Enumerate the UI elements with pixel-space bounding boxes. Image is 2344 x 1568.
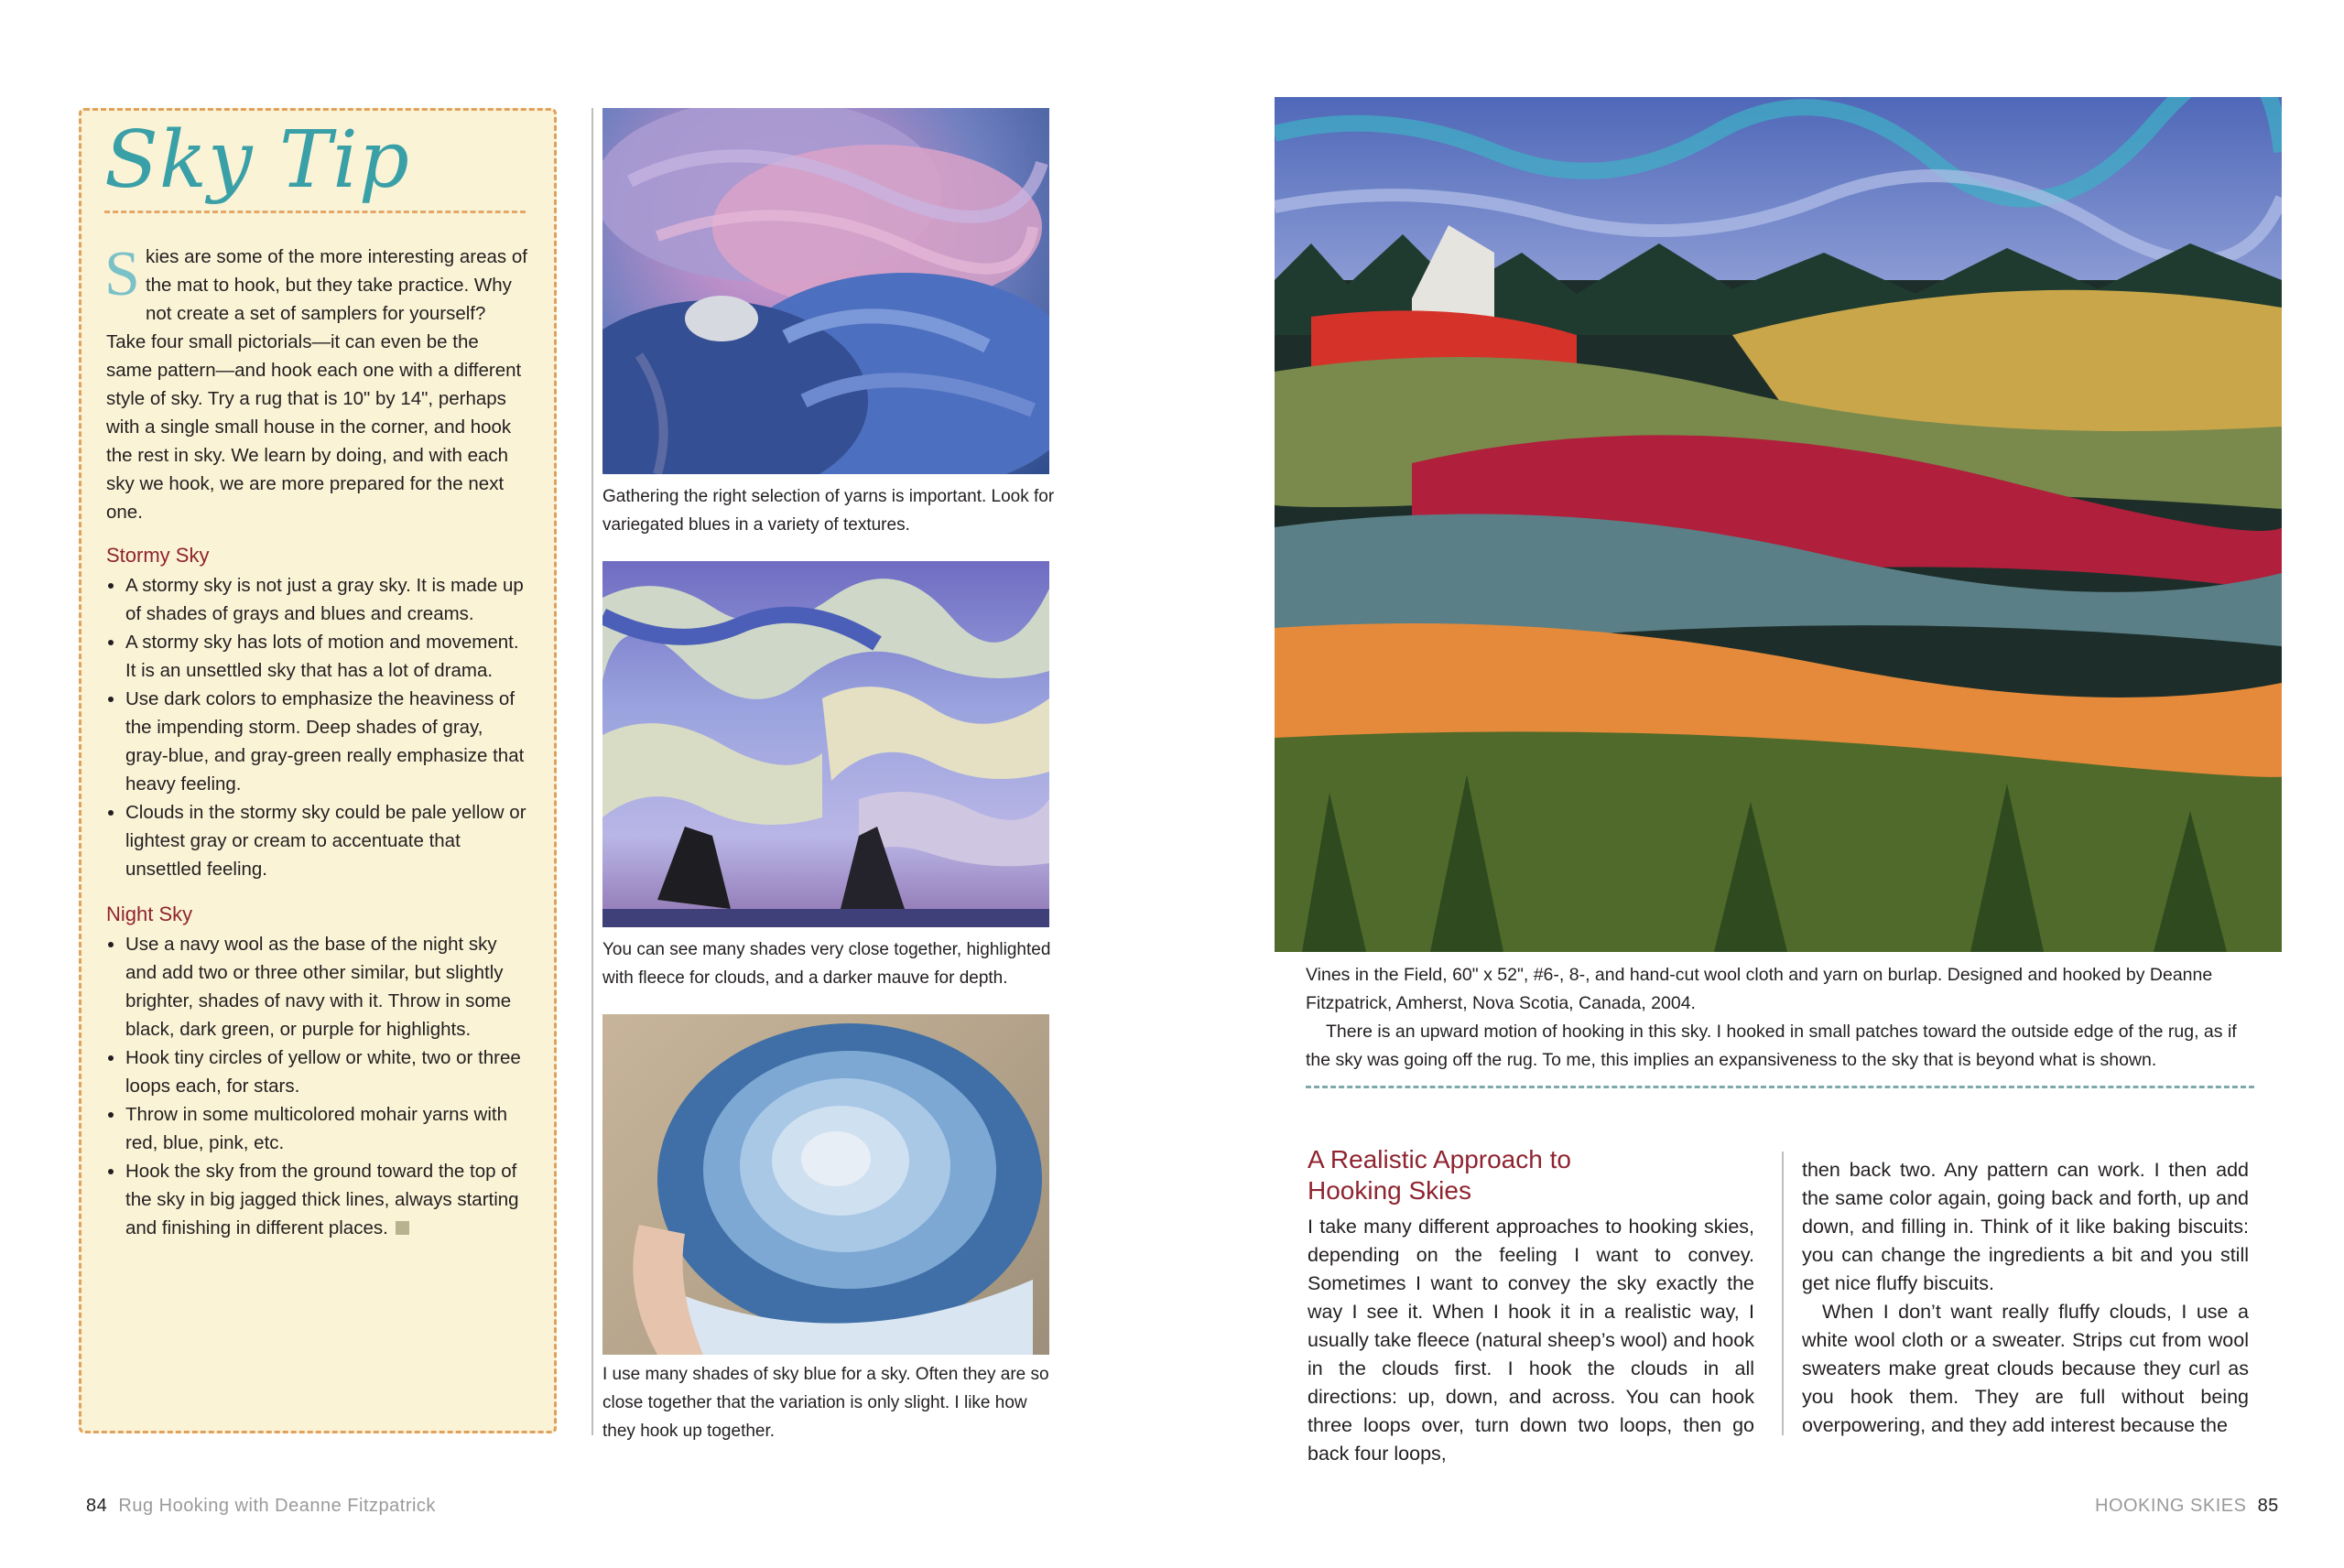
rug-illustration	[1275, 97, 2282, 952]
sky-caption: You can see many shades very close together, highlighted with fleece for clouds, and a darker mauve for depth.	[602, 940, 1051, 988]
sidebar-title: Sky Tip	[104, 114, 410, 206]
yarn-caption: Gathering the right selection of yarns is important. Look for variegated blues in a variety of textures.	[602, 487, 1055, 535]
stormy-sky-heading: Stormy Sky	[106, 544, 210, 567]
wool-roll-illustration	[602, 1014, 1049, 1355]
article-paragraph: then back two. Any pattern can work. I then add the same color again, going back and forth, up and down, and filling in. Think of it like baking biscuits: you can change the ingredients a bit and you still get nice fluffy biscuits.	[1802, 1159, 2249, 1294]
article-column-2	[1802, 1156, 2249, 1440]
yarn-illustration	[602, 108, 1049, 474]
night-sky-heading: Night Sky	[106, 903, 193, 925]
article-column-1: I take many different approaches to hooking skies, depending on the feeling I want to convey. Sometimes I want to convey the sky exactly the way I see it. When I hook it in a realistic way, I usually take fleece (natural sheep’s wool) and hook in the clouds first. I hook the clouds in all directions: up, down, and across. You can hook three loops over, turn down two loops, then go back four loops,	[1308, 1216, 1754, 1465]
intro-text: kies are some of the more interesting areas of the mat to hook, but they take practice. Why not create a set of samplers for yourself? Take four small pictorials—it can even be the same pattern—and hook each one with a different style of sky. Try a rug that is 10" by 14", perhaps with a single small house in the corner, and hook the rest in sky. We learn by doing, and with each sky we hook, we are more prepared for the next one.	[106, 246, 527, 523]
article-heading: A Realistic Approach to Hooking Skies	[1308, 1145, 1571, 1205]
drop-cap: S	[104, 239, 140, 309]
page-number-right: 85	[2257, 1496, 2279, 1516]
list-item: Use a navy wool as the base of the night sky and add two or three other similar, but slightly brighter, shades of navy with it. Throw in some black, dark green, or purple for highlights.	[106, 930, 529, 1044]
caption-divider	[1306, 1086, 2254, 1088]
list-item: Throw in some multicolored mohair yarns with red, blue, pink, etc.	[106, 1100, 529, 1157]
column-divider	[1782, 1152, 1784, 1435]
article-paragraph: When I don’t want really fluffy clouds, I use a white wool cloth or a sweater. Strips cut from wool sweaters make great clouds because they curl as you hook them. They are full without being overpowering, and they add interest because the	[1802, 1301, 2249, 1436]
page-number-left: 84	[86, 1496, 108, 1516]
list-item-text: Hook the sky from the ground toward the top of the sky in big jagged thick lines, always starting and finishing in different places.	[125, 1161, 519, 1238]
rug-photo	[1275, 97, 2282, 952]
chapter-title: HOOKING SKIES	[2095, 1496, 2247, 1516]
title-divider	[104, 211, 526, 213]
footer-left	[86, 1496, 436, 1517]
list-item	[106, 1157, 529, 1242]
hooked-sky-illustration	[602, 561, 1049, 927]
roll-caption: I use many shades of sky blue for a sky. Often they are so close together that the variation is only slight. I like how they hook up together.	[602, 1365, 1049, 1441]
stormy-sky-list	[106, 571, 529, 883]
intro-paragraph	[104, 239, 529, 526]
list-item: A stormy sky has lots of motion and movement. It is an unsettled sky that has a lot of drama.	[106, 628, 529, 685]
list-item: Clouds in the stormy sky could be pale yellow or lightest gray or cream to accentuate that unsettled feeling.	[106, 798, 529, 883]
hooked-sky-photo	[602, 561, 1049, 927]
list-item: A stormy sky is not just a gray sky. It is made up of shades of grays and blues and creams.	[106, 571, 529, 628]
column-divider	[591, 108, 593, 1435]
list-item: Use dark colors to emphasize the heaviness of the impending storm. Deep shades of gray, gray-blue, and gray-green really emphasize that heavy feeling.	[106, 685, 529, 798]
list-item: Hook tiny circles of yellow or white, two or three loops each, for stars.	[106, 1044, 529, 1100]
night-sky-list	[106, 930, 529, 1242]
rug-caption-note: There is an upward motion of hooking in this sky. I hooked in small patches toward the outside edge of the rug, as if the sky was going off the rug. To me, this implies an expansiveness to the sky that is beyond what is shown.	[1306, 1022, 2237, 1070]
end-mark-icon	[396, 1221, 409, 1235]
sidebar-content	[104, 239, 529, 1242]
wool-roll-photo	[602, 1014, 1049, 1355]
footer-right	[2095, 1496, 2279, 1517]
yarn-photo	[602, 108, 1049, 474]
rug-caption-credit: Vines in the Field, 60" x 52", #6-, 8-, and hand-cut wool cloth and yarn on burlap. Designed and hooked by Deanne Fitzpatrick, Amherst, Nova Scotia, Canada, 2004.	[1306, 965, 2213, 1013]
rug-caption	[1306, 961, 2253, 1075]
book-title: Rug Hooking with Deanne Fitzpatrick	[118, 1496, 436, 1516]
